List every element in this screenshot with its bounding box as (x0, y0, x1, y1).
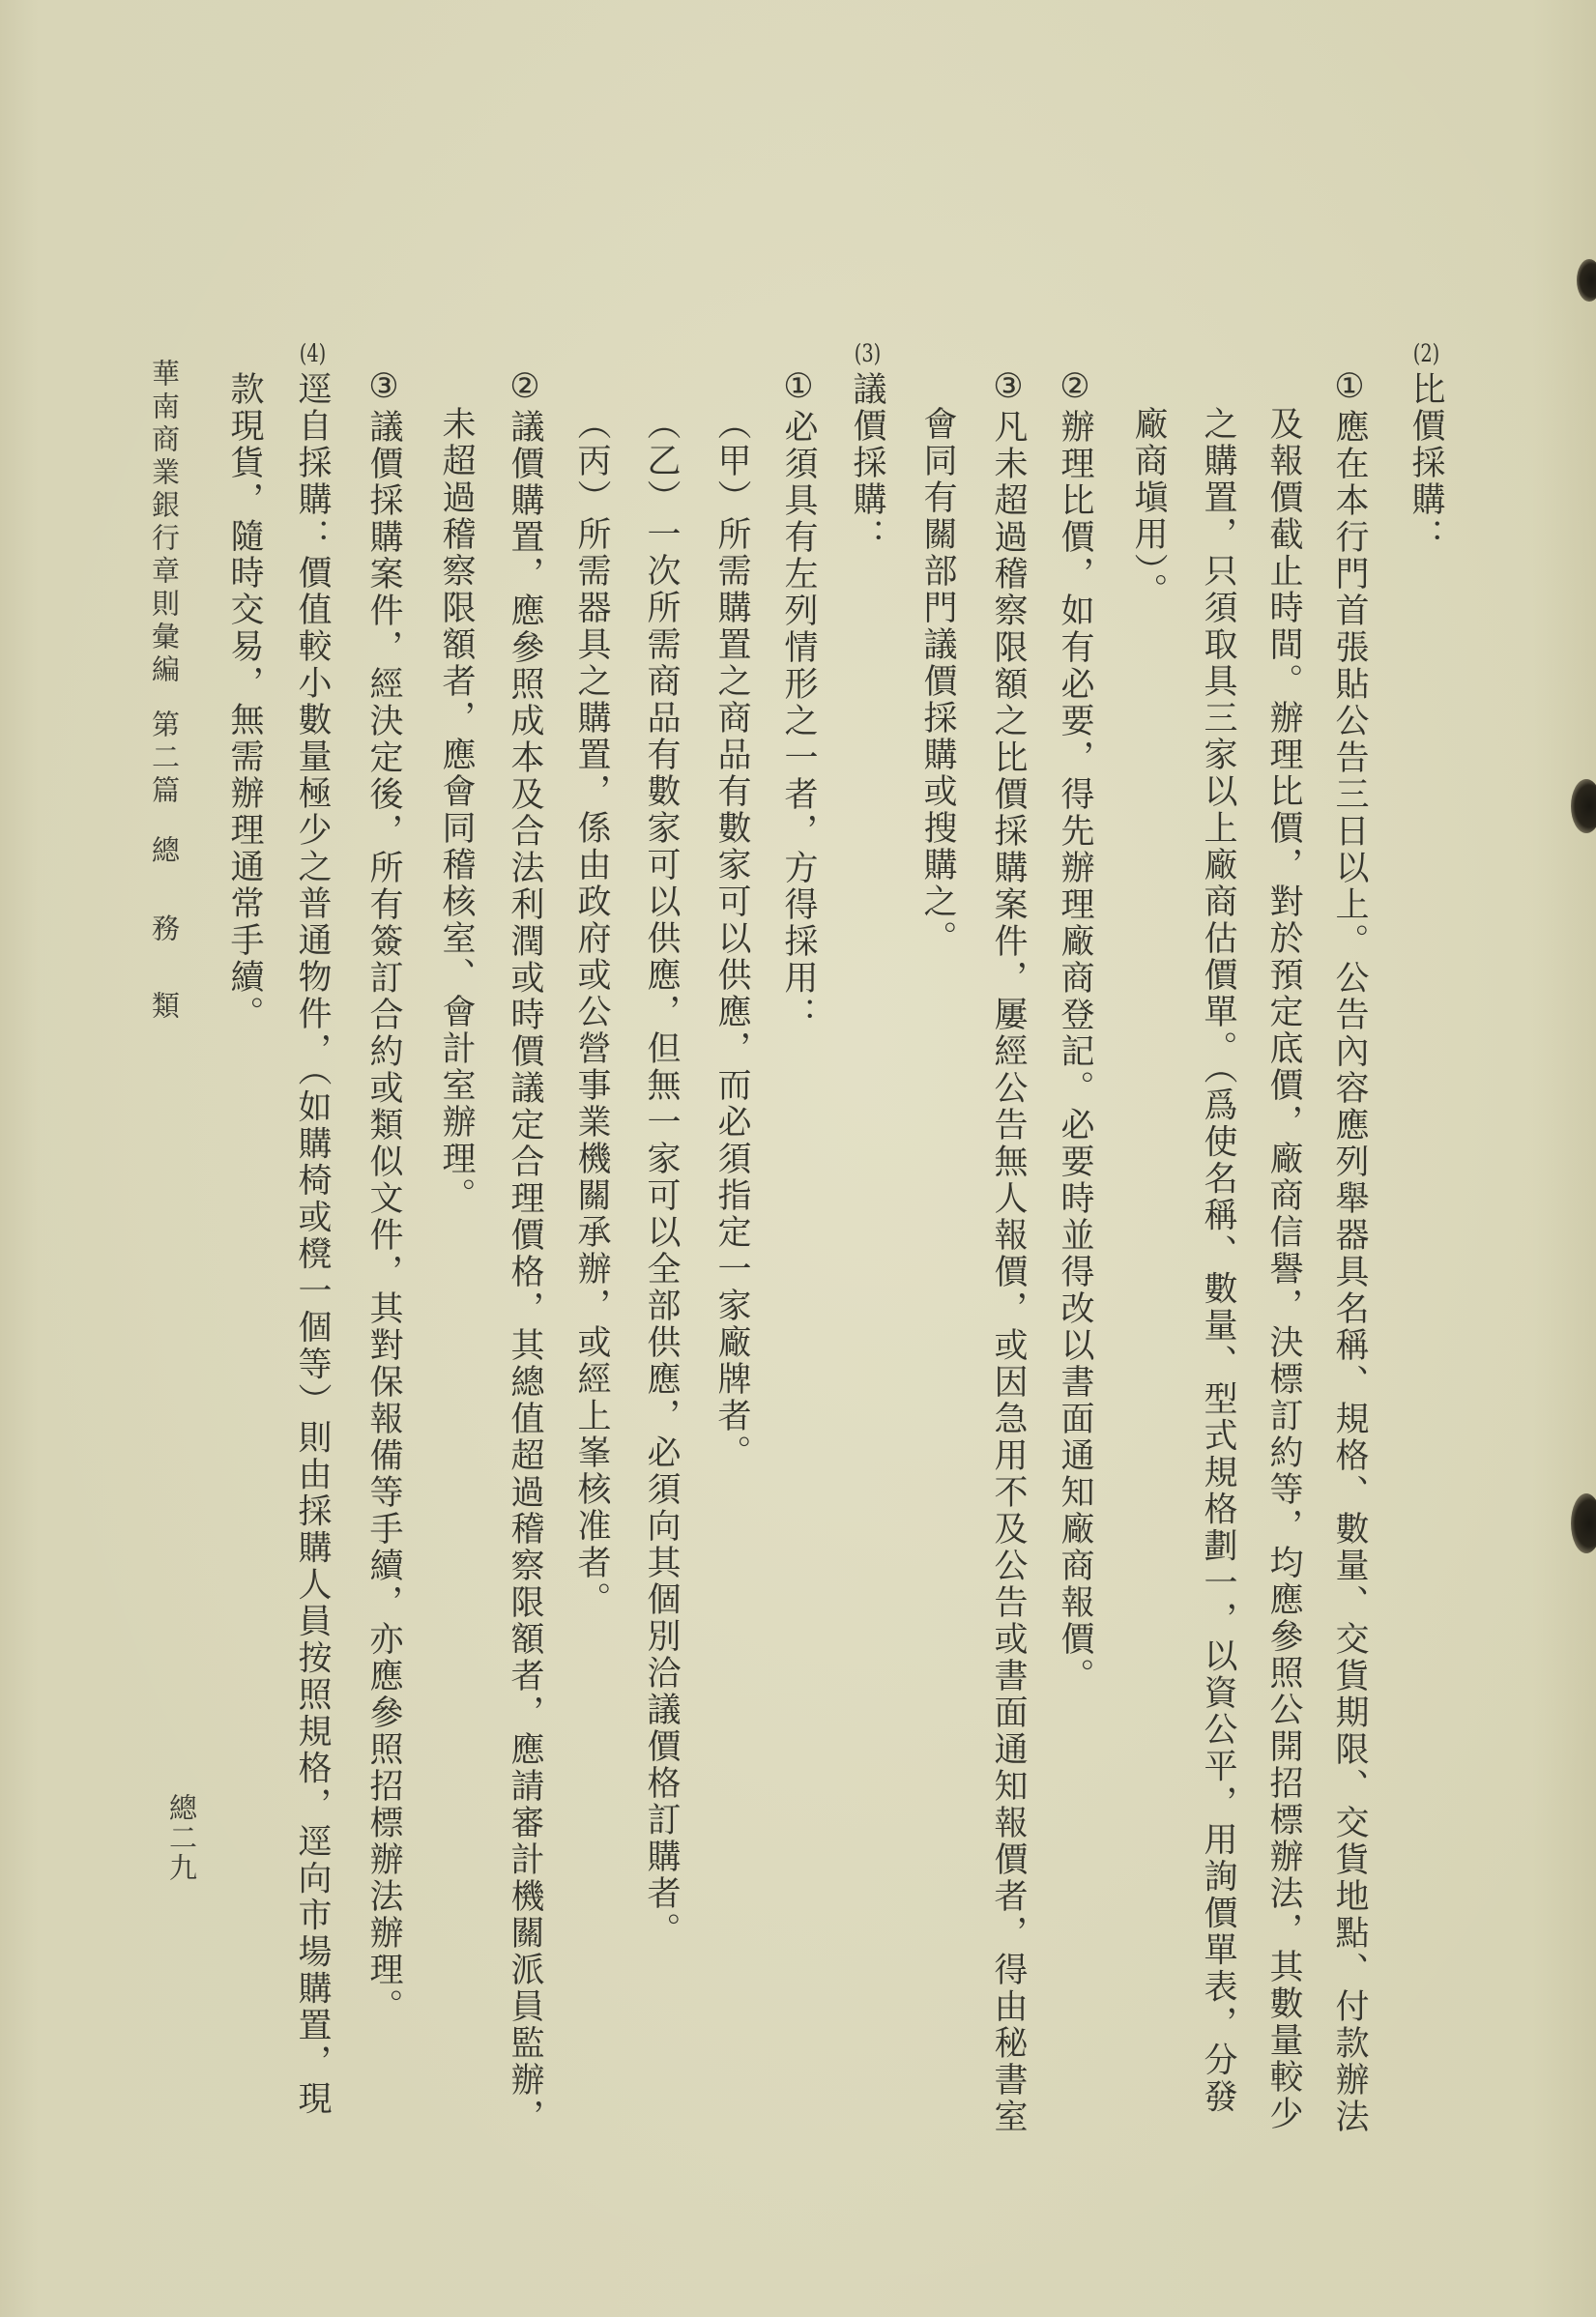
section-2-item-3-line-2: 會同有關部門議價採購或搜購之。 (918, 406, 957, 957)
section-3-subitem-jia (712, 406, 751, 1471)
binding-hole (1577, 259, 1596, 302)
section-2-item-1-line-2: 及報價截止時間。辦理比價，對於預定底價，廠商信譽，決標訂約等，均應參照公開招標辦法，其數量較少 (1264, 406, 1303, 2132)
item-text: 應在本行門首張貼公告三日以上。公告內容應列舉器具名稱、規格、數量、交貨期限、交貨地點、付款辦法 (1330, 409, 1369, 2135)
running-footer-category-1: 總 (148, 835, 181, 868)
subitem-marker: （丙） (572, 406, 611, 516)
running-footer-book-title: 華南商業銀行章則彙編 (148, 359, 181, 687)
section-2-number: (2) (1412, 340, 1440, 365)
section-4-line-2: 款現貨，隨時交易，無需辦理通常手續。 (225, 371, 264, 1032)
section-4-line-1 (293, 371, 332, 2118)
binding-hole (1571, 1493, 1596, 1553)
section-2-item-1-line-3: 之購置，只須取具三家以上廠商估價單。（爲使名稱、數量、型式規格劃一，以資公平，用詢價單表，分發 (1199, 406, 1237, 2116)
section-3-item-1-line-1 (779, 367, 818, 1033)
section-4-label (293, 336, 332, 369)
item-marker: ② (506, 367, 544, 409)
section-3-number: (3) (854, 340, 882, 365)
section-2-item-1-line-4: 廠商塡用）。 (1129, 406, 1168, 610)
item-text: 議價購置，應參照成本及合法利潤或時價議定合理價格，其總值超過稽察限額者，應請審計機關派員監辦， (506, 409, 544, 2135)
section-3-item-3-line-1 (364, 367, 403, 2025)
binding-hole (1571, 779, 1596, 833)
section-3-label (848, 336, 886, 369)
section-2-item-1-line-1 (1330, 367, 1369, 2135)
subitem-marker: （乙） (642, 406, 681, 516)
subitem-marker: （甲） (712, 406, 751, 516)
section-3-item-2-line-2: 未超過稽察限額者，應會同稽核室、會計室辦理。 (437, 406, 476, 1214)
section-3-title: 議價採購： (848, 371, 886, 555)
item-marker: ③ (989, 367, 1028, 409)
subitem-text: 一次所需商品有數家可以供應，但無一家可以全部供應，必須向其個別洽議價格訂購者。 (642, 516, 681, 1949)
page-number: 總二九 (165, 1793, 198, 1883)
section-4-text: 價值較小數量極少之普通物件，（如購椅或櫈一個等）則由採購人員按照規格，逕向市場購置，現 (293, 555, 332, 2118)
item-text: 凡未超過稽察限額之比價採購案件，屢經公告無人報價，或因急用不及公告或書面通知報價者，得由秘書室 (989, 409, 1028, 2135)
section-2-item-2-line-1 (1056, 367, 1094, 1694)
running-footer-category-3: 類 (148, 991, 181, 1024)
running-footer-category-2: 務 (148, 913, 181, 946)
section-3-subitem-yi (642, 406, 681, 1949)
item-marker: ① (779, 367, 818, 409)
item-text: 議價採購案件，經決定後，所有簽訂合約或類似文件，其對保報備等手續，亦應參照招標辦法辦理。 (364, 409, 403, 2025)
section-4-title: 逕自採購： (293, 371, 332, 555)
section-2-item-3-line-1 (989, 367, 1028, 2135)
item-marker: ② (1056, 367, 1094, 409)
subitem-text: 所需器具之購置，係由政府或公營事業機關承辦，或經上峯核准者。 (572, 516, 611, 1618)
section-3-subitem-bing (572, 406, 611, 1618)
section-4-number: (4) (299, 340, 327, 365)
subitem-text: 所需購置之商品有數家可以供應，而必須指定一家廠牌者。 (712, 516, 751, 1471)
section-3-item-2-line-1 (506, 367, 544, 2135)
section-2-label (1407, 336, 1445, 369)
item-text: 必須具有左列情形之一者，方得採用： (779, 409, 818, 1033)
section-2-title: 比價採購： (1407, 371, 1445, 555)
running-footer-part: 第二篇 (148, 710, 181, 808)
item-text: 辦理比價，如有必要，得先辦理廠商登記。必要時並得改以書面通知廠商報價。 (1056, 409, 1094, 1694)
item-marker: ① (1330, 367, 1369, 409)
item-marker: ③ (364, 367, 403, 409)
